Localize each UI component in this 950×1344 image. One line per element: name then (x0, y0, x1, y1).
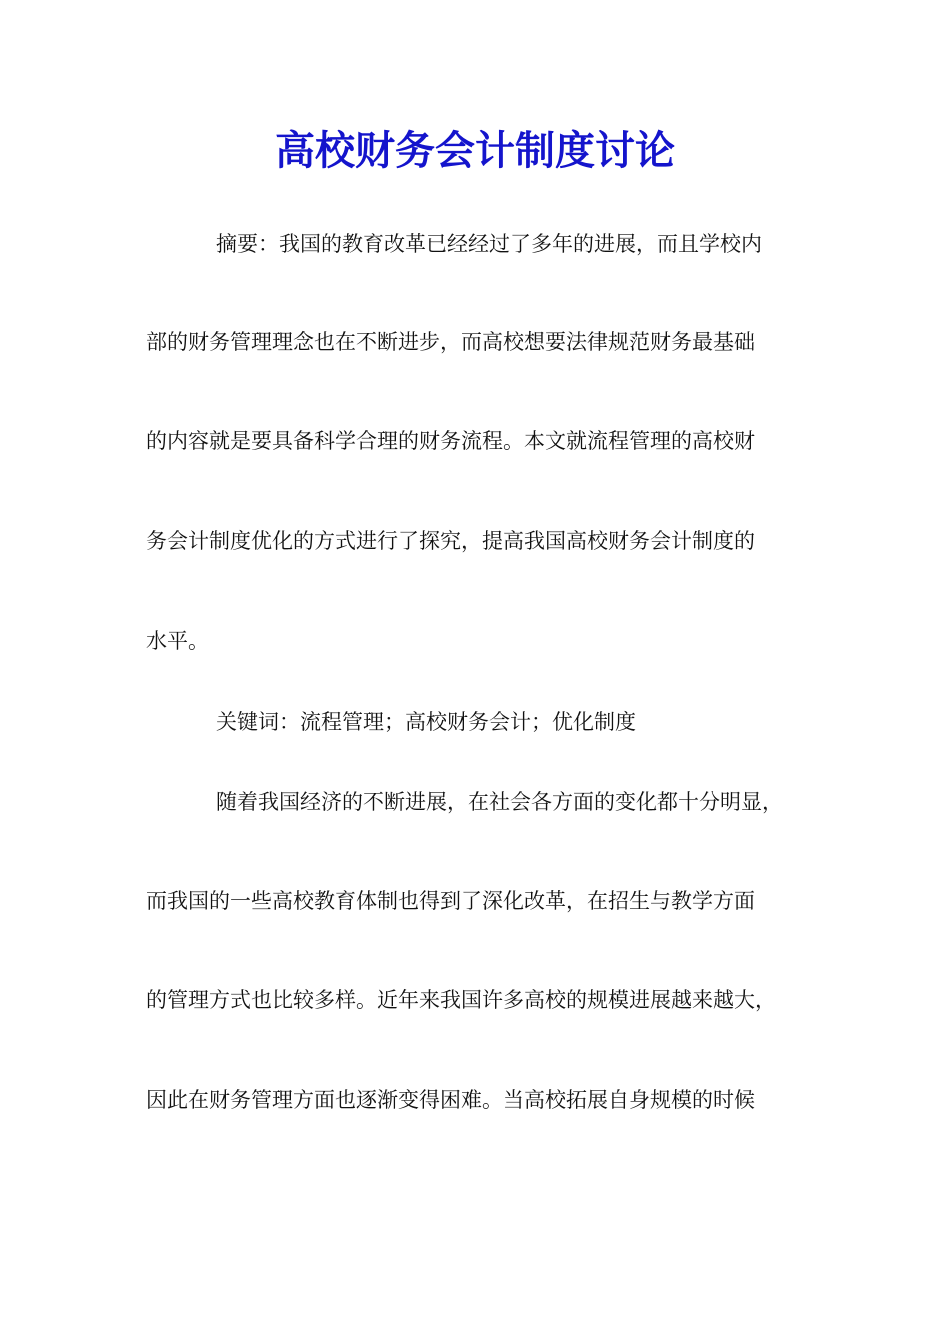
body-line-2: 而我国的一些高校教育体制也得到了深化改革，在招生与教学方面 (146, 889, 755, 913)
body-line-3: 的管理方式也比较多样。近年来我国许多高校的规模进展越来越大， (146, 988, 776, 1012)
document-title: 高校财务会计制度讨论 (275, 127, 675, 174)
abstract-line-1: 摘要：我国的教育改革已经经过了多年的进展，而且学校内 (216, 232, 762, 256)
body-line-4: 因此在财务管理方面也逐渐变得困难。当高校拓展自身规模的时候 (146, 1088, 755, 1112)
abstract-line-4: 务会计制度优化的方式进行了探究，提高我国高校财务会计制度的 (146, 529, 755, 553)
abstract-line-5: 水平。 (146, 629, 209, 653)
keywords-line: 关键词：流程管理；高校财务会计；优化制度 (216, 710, 636, 734)
abstract-line-3: 的内容就是要具备科学合理的财务流程。本文就流程管理的高校财 (146, 429, 755, 453)
body-line-1: 随着我国经济的不断进展，在社会各方面的变化都十分明显， (216, 790, 783, 814)
abstract-line-2: 部的财务管理理念也在不断进步，而高校想要法律规范财务最基础 (146, 330, 755, 354)
